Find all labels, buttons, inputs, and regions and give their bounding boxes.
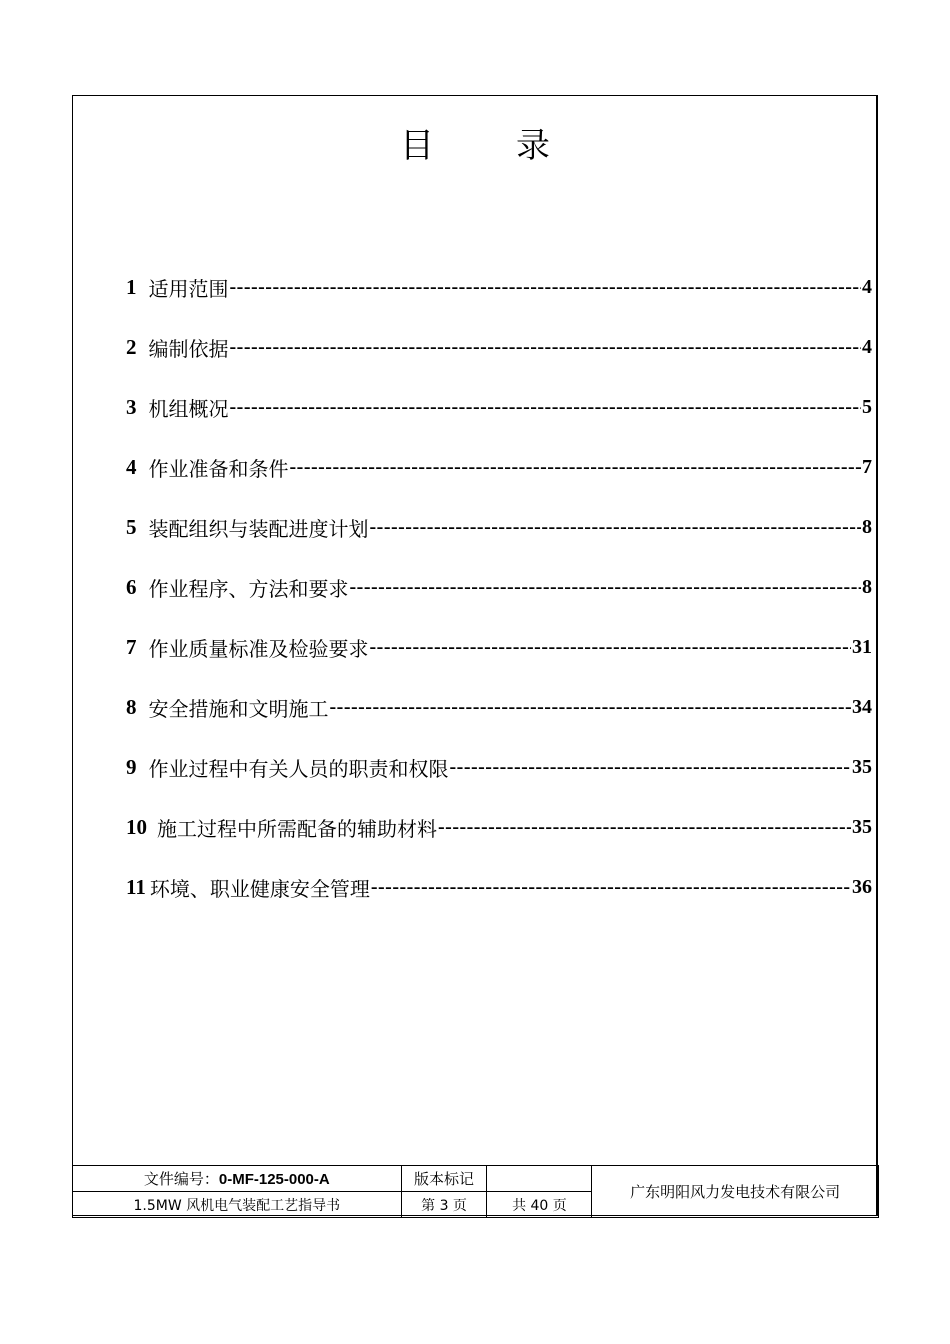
toc-title: 装配组织与装配进度计划 xyxy=(148,516,369,541)
toc-page-number: 35 xyxy=(852,755,872,778)
toc-title: 编制依据 xyxy=(148,336,229,361)
toc-leader xyxy=(370,514,862,540)
toc-leader xyxy=(370,634,852,660)
toc-number: 8 xyxy=(126,694,137,719)
toc-number: 6 xyxy=(126,574,137,599)
toc-title: 环境、职业健康安全管理 xyxy=(149,876,370,901)
toc-entry-10[interactable] xyxy=(126,810,872,844)
toc-page-number: 8 xyxy=(862,515,872,538)
page-number-cell: 第 3 页 xyxy=(401,1192,487,1218)
toc-page-number: 7 xyxy=(862,455,872,478)
toc-page-number: 5 xyxy=(862,395,872,418)
toc-leader xyxy=(438,814,851,840)
toc-title: 安全措施和文明施工 xyxy=(148,696,329,721)
toc-leader xyxy=(330,694,852,720)
toc-entry-6[interactable] xyxy=(126,570,872,604)
toc-leader xyxy=(230,394,862,420)
toc-leader xyxy=(350,574,862,600)
toc-title: 作业过程中有关人员的职责和权限 xyxy=(148,756,449,781)
toc-title: 施工过程中所需配备的辅助材料 xyxy=(157,816,437,841)
doc-number-cell xyxy=(73,1166,402,1192)
toc-number: 3 xyxy=(126,394,137,419)
toc-entry-1[interactable] xyxy=(126,270,872,304)
doc-number-value: 0-MF-125-000-A xyxy=(218,1171,330,1188)
toc-number: 5 xyxy=(126,514,137,539)
page-title xyxy=(0,118,950,167)
toc-entry-3[interactable] xyxy=(126,390,872,424)
toc-title: 机组概况 xyxy=(148,396,229,421)
toc-entry-9[interactable] xyxy=(126,750,872,784)
toc-page-number: 4 xyxy=(862,275,872,298)
toc-leader xyxy=(290,454,862,480)
toc-entry-11[interactable] xyxy=(126,870,872,904)
doc-name-cell: 1.5MW 风机电气装配工艺指导书 xyxy=(73,1192,402,1218)
toc-entry-4[interactable] xyxy=(126,450,872,484)
toc-entry-2[interactable] xyxy=(126,330,872,364)
toc-leader xyxy=(450,754,852,780)
footer-table xyxy=(72,1165,879,1218)
doc-number-label: 文件编号： xyxy=(143,1170,219,1188)
version-label-cell: 版本标记 xyxy=(401,1166,487,1192)
toc-title: 作业程序、方法和要求 xyxy=(148,576,349,601)
toc-number: 1 xyxy=(126,274,137,299)
toc-leader xyxy=(230,274,862,300)
title-char-1: 目 xyxy=(400,126,434,166)
toc-number: 7 xyxy=(126,634,137,659)
toc-title: 适用范围 xyxy=(148,276,229,301)
title-char-2: 录 xyxy=(516,126,550,166)
toc-title: 作业准备和条件 xyxy=(148,456,289,481)
total-pages-cell: 共 40 页 xyxy=(487,1192,592,1218)
toc-number: 2 xyxy=(126,334,137,359)
toc-entry-5[interactable] xyxy=(126,510,872,544)
toc-title: 作业质量标准及检验要求 xyxy=(148,636,369,661)
version-value-cell xyxy=(487,1166,592,1192)
toc-leader xyxy=(230,334,862,360)
toc-number: 10 xyxy=(126,814,147,839)
toc-page-number: 34 xyxy=(852,695,872,718)
toc-number: 4 xyxy=(126,454,137,479)
toc-entry-7[interactable] xyxy=(126,630,872,664)
toc-page-number: 35 xyxy=(852,815,872,838)
toc-page-number: 4 xyxy=(862,335,872,358)
toc-leader xyxy=(371,874,851,900)
toc-number: 11 xyxy=(126,874,146,899)
toc-entry-8[interactable] xyxy=(126,690,872,724)
toc-page-number: 31 xyxy=(852,635,872,658)
toc-number: 9 xyxy=(126,754,137,779)
toc-page-number: 36 xyxy=(852,875,872,898)
toc-page-number: 8 xyxy=(862,575,872,598)
company-name-cell: 广东明阳风力发电技术有限公司 xyxy=(592,1166,879,1218)
